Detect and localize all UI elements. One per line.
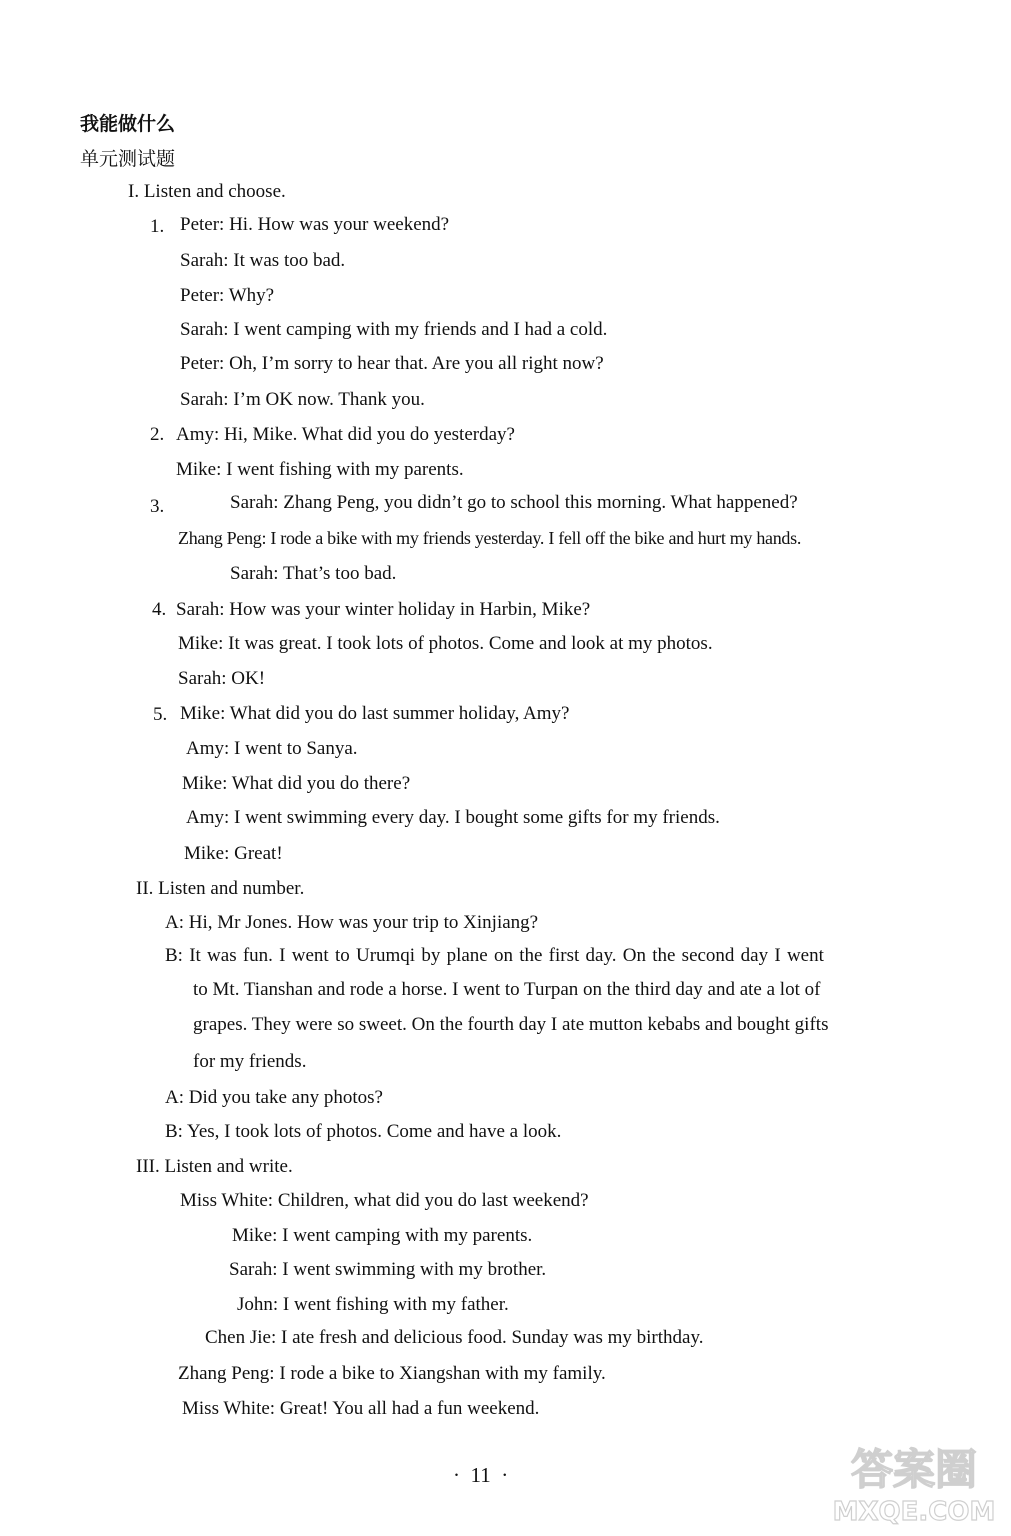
dialogue-line: Peter: Oh, I’m sorry to hear that. Are you all right now? <box>180 353 604 374</box>
dialogue-line: Chen Jie: I ate fresh and delicious food. Sunday was my birthday. <box>205 1327 704 1348</box>
dialogue-line: Miss White: Children, what did you do last weekend? <box>180 1190 589 1211</box>
part1-title: I. Listen and choose. <box>128 181 286 202</box>
dialogue-line: Sarah: I went camping with my friends and I had a cold. <box>180 319 608 340</box>
dialogue-line: Peter: Hi. How was your weekend? <box>180 214 450 235</box>
dialogue-line: Amy: I went swimming every day. I bought some gifts for my friends. <box>186 807 720 828</box>
dialogue-line: grapes. They were so sweet. On the fourth day I ate mutton kebabs and bought gifts <box>193 1014 829 1035</box>
dialogue-line: Mike: What did you do there? <box>182 773 411 794</box>
dialogue-line: Sarah: How was your winter holiday in Harbin, Mike? <box>176 599 591 620</box>
item-number: 4. <box>152 599 167 620</box>
dialogue-line: Amy: I went to Sanya. <box>186 738 358 759</box>
page-number: · 11 · <box>453 1463 509 1487</box>
watermark-logo-icon <box>829 1438 999 1528</box>
dialogue-line: A: Hi, Mr Jones. How was your trip to Xinjiang? <box>165 912 539 933</box>
dialogue-line: Sarah: That’s too bad. <box>230 563 397 584</box>
dialogue-line: Amy: Hi, Mike. What did you do yesterday? <box>176 424 515 445</box>
section-heading: 我能做什么 <box>80 113 176 135</box>
dialogue-line: to Mt. Tianshan and rode a horse. I went to Turpan on the third day and ate a lot of <box>193 979 821 1000</box>
dialogue-line: Mike: It was great. I took lots of photos. Come and look at my photos. <box>178 633 713 654</box>
dialogue-line: Mike: I went fishing with my parents. <box>176 459 464 480</box>
dialogue-line: Zhang Peng: I rode a bike to Xiangshan with my family. <box>178 1363 606 1384</box>
svg-text:MXQE.COM: MXQE.COM <box>832 1497 996 1527</box>
dialogue-line: Mike: Great! <box>184 843 283 864</box>
dialogue-line: Mike: I went camping with my parents. <box>232 1225 533 1246</box>
item-number: 5. <box>153 704 168 725</box>
dialogue-line: B: Yes, I took lots of photos. Come and have a look. <box>165 1121 562 1142</box>
dialogue-line: Sarah: I went swimming with my brother. <box>229 1259 547 1280</box>
svg-text:答案圈: 答案圈 <box>850 1445 978 1494</box>
dialogue-line: A: Did you take any photos? <box>165 1087 383 1108</box>
dialogue-line: Sarah: Zhang Peng, you didn’t go to school this morning. What happened? <box>230 492 798 513</box>
dialogue-line: Miss White: Great! You all had a fun weekend. <box>182 1398 540 1419</box>
dialogue-line: Sarah: I’m OK now. Thank you. <box>180 389 425 410</box>
dialogue-line: Mike: What did you do last summer holiday, Amy? <box>180 703 570 724</box>
dialogue-line: Sarah: It was too bad. <box>180 250 346 271</box>
part2-title: II. Listen and number. <box>136 878 305 899</box>
dialogue-line: B: It was fun. I went to Urumqi by plane on the first day. On the second day I went <box>165 945 824 966</box>
item-number: 3. <box>150 496 165 517</box>
dialogue-line: Peter: Why? <box>180 285 275 306</box>
dialogue-line: for my friends. <box>193 1051 307 1072</box>
item-number: 2. <box>150 424 165 445</box>
item-number: 1. <box>150 216 165 237</box>
dialogue-line: John: I went fishing with my father. <box>237 1294 509 1315</box>
part3-title: III. Listen and write. <box>136 1156 293 1177</box>
dialogue-line: Sarah: OK! <box>178 668 266 689</box>
dialogue-line: Zhang Peng: I rode a bike with my friends yesterday. I fell off the bike and hurt my hands. <box>178 528 802 548</box>
unit-test-heading: 单元测试题 <box>80 148 176 170</box>
